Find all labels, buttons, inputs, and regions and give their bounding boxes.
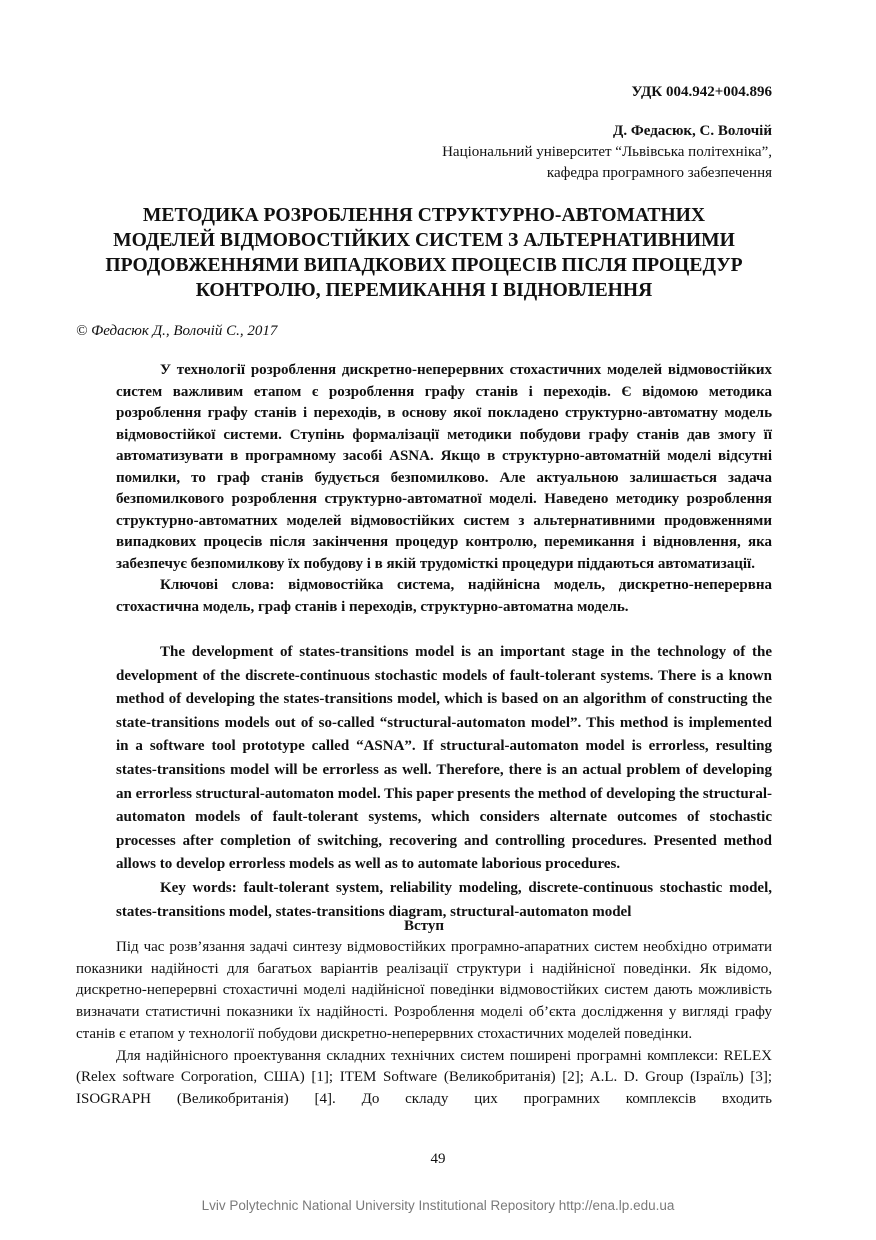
author-block xyxy=(172,121,772,184)
paper-title xyxy=(76,203,772,303)
title-line: ПРОДОВЖЕННЯМИ ВИПАДКОВИХ ПРОЦЕСІВ ПІСЛЯ ПРОЦЕДУР xyxy=(105,255,743,276)
udk-code: УДК 004.942+004.896 xyxy=(631,84,772,100)
affiliation-line: кафедра програмного забезпечення xyxy=(546,165,772,181)
keywords: Key words: fault-tolerant system, reliability modeling, discrete-continuous stochastic model, states-transitions model, states-transitions diagram, structural-automaton model xyxy=(116,879,772,920)
abstract-text: The development of states-transitions model is an important stage in the technology of the development of the discrete-continuous stochastic models of fault-tolerant systems. There is a known method of developing the states-transitions model, which is based on an algorithm of constructing the state-transitions models out of so-called “structural-automaton model”. This method is implemented in a software tool prototype called “ASNA”. If structural-automaton model is errorless, resulting states-transitions model will be errorless as well. Therefore, there is an actual problem of developing an errorless structural-automaton model. This paper presents the method of developing the structural-automaton models of fault-tolerant systems, which considers alternate outcomes of stochastic processes after completion of switching, recovering and controlling procedures. Presented method allows to develop errorless models as well as to automate laborious procedures. xyxy=(116,644,772,873)
page-number: 49 xyxy=(430,1151,446,1167)
abstract-ukrainian xyxy=(116,360,772,618)
affiliation-line: Національний університет “Львівська політехніка”, xyxy=(442,144,772,160)
author-names: Д. Федасюк, С. Волочій xyxy=(613,123,772,139)
repository-footer: Lviv Polytechnic National University Institutional Repository http://ena.lp.edu.ua xyxy=(201,1198,675,1213)
body-paragraph: Під час розв’язання задачі синтезу відмовостійких програмно-апаратних систем необхідно отримати показники надійності для багатьох варіантів реалізації структури і надійнісної поведінки. Як відомо, дискретно-неперервні стохастичні моделі надійнісної поведінки відмовостійких систем дають можливість визначати статистичні показники їх надійності. Розроблення моделі об’єкта дослідження у вигляді графу станів є етапом у технології побудови дискретно-неперервних стохастичних моделей поведінки. xyxy=(76,939,772,1042)
abstract-text: У технології розроблення дискретно-неперервних стохастичних моделей відмовостійких систем важливим етапом є розроблення графу станів і переходів. Є відомою методика розроблення графу станів і переходів, в основу якої покладено структурно-автоматну модель відмовостійкої системи. Ступінь формалізації методики побудови графу станів дав змогу її автоматизувати в програмному засобі ASNA. Якщо в структурно-автоматній моделі відсутні помилки, то граф станів будується безпомилково. Але актуальною залишається задача безпомилкового розроблення структурно-автоматної моделі. Наведено методику розроблення структурно-автоматних моделей відмовостійких систем з альтернативними продовженнями випадкових процесів після закінчення процедур контролю, перемикання і відновлення, яка забезпечує безпомилкову їх побудову і в якій трудомісткі процедури піддаються автоматизації. xyxy=(116,362,772,572)
abstract-english xyxy=(116,641,772,924)
title-line: КОНТРОЛЮ, ПЕРЕМИКАННЯ І ВІДНОВЛЕННЯ xyxy=(195,280,653,301)
body-paragraph: Для надійнісного проектування складних технічних систем поширені програмні комплекси: RELEX (Relex software Corporation, США) [1]; ITEM Software (Великобританія) [2]; A.L. D. Group (Ізраїль) [3]; ISOGRAPH (Великобританія) [4]. До складу цих програмних комплексів входить xyxy=(76,1047,772,1107)
introduction-body xyxy=(76,937,772,1111)
title-line: МОДЕЛЕЙ ВІДМОВОСТІЙКИХ СИСТЕМ З АЛЬТЕРНАТИВНИМИ xyxy=(113,230,735,251)
section-heading: Вступ xyxy=(404,918,444,934)
title-line: МЕТОДИКА РОЗРОБЛЕННЯ СТРУКТУРНО-АВТОМАТНИХ xyxy=(142,205,706,226)
keywords: Ключові слова: відмовостійка система, надійнісна модель, дискретно-неперервна стохастична модель, граф станів і переходів, структурно-автоматна модель. xyxy=(116,577,772,615)
copyright-notice: © Федасюк Д., Волочій С., 2017 xyxy=(76,323,278,339)
